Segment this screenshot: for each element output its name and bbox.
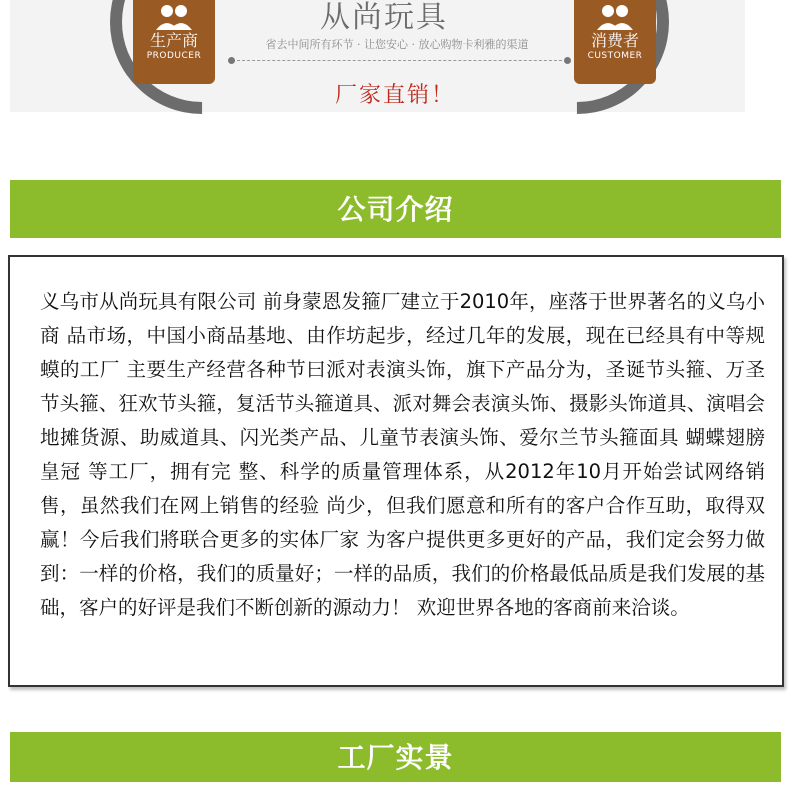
section-header-factory: 工厂实景 bbox=[10, 732, 781, 782]
dashed-connector bbox=[232, 60, 567, 61]
producer-label-en: PRODUCER bbox=[146, 51, 202, 61]
brand-name: 从尚玩具 bbox=[320, 0, 448, 35]
producer-badge bbox=[133, 0, 215, 84]
consumer-label: 消费者 bbox=[590, 31, 639, 50]
consumer-badge bbox=[574, 0, 656, 84]
people-icon bbox=[595, 4, 635, 30]
top-banner bbox=[10, 0, 745, 112]
direct-sale-label: 厂家直销！ bbox=[335, 83, 456, 108]
people-icon bbox=[154, 4, 194, 30]
section-header-company-intro: 公司介绍 bbox=[10, 180, 781, 238]
producer-label: 生产商 bbox=[149, 31, 198, 50]
consumer-label-en: CUSTOMER bbox=[587, 51, 643, 61]
company-intro-text: 义乌市从尚玩具有限公司 前身蒙恩发箍厂建立于2010年，座落于世界著名的义乌小商 品市场，中国小商品基地、由作坊起步，经过几年的发展，现在已经具有中等规蟆的工厂 主要生产经营各种节曰派对表演头饰，旗下产品分为，圣诞节头箍、万圣节头箍、狂欢节头箍，复活节头箍道具、派对舞会表演头饰、摄影头饰道具、演唱会地摊货源、助威道具、闪光类产品、儿童节表演头饰、爱尔兰节头箍面具 蝴蝶翅膀 皇冠 等工厂，拥有完 整、科学的质量管理体系，从2012年10月开始尝试网络销售，虽然我们在网上销售的经验 尚少，但我们愿意和所有的客户合作互助，取得双赢！今后我们將联合更多的实体厂家 为客户提供更多更好的产品，我们定会努力做到：一样的价格，我们的质量好；一样的品质，我们的价格最低品质是我们发展的基础，客户的好评是我们不断创新的源动力！ 欢迎世界各地的客商前来洽谈。 bbox=[40, 290, 765, 619]
company-intro-box bbox=[8, 255, 784, 687]
banner-slogan: 省去中间所有环节 · 让您安心 · 放心购物卡利雅的渠道 bbox=[265, 38, 529, 51]
